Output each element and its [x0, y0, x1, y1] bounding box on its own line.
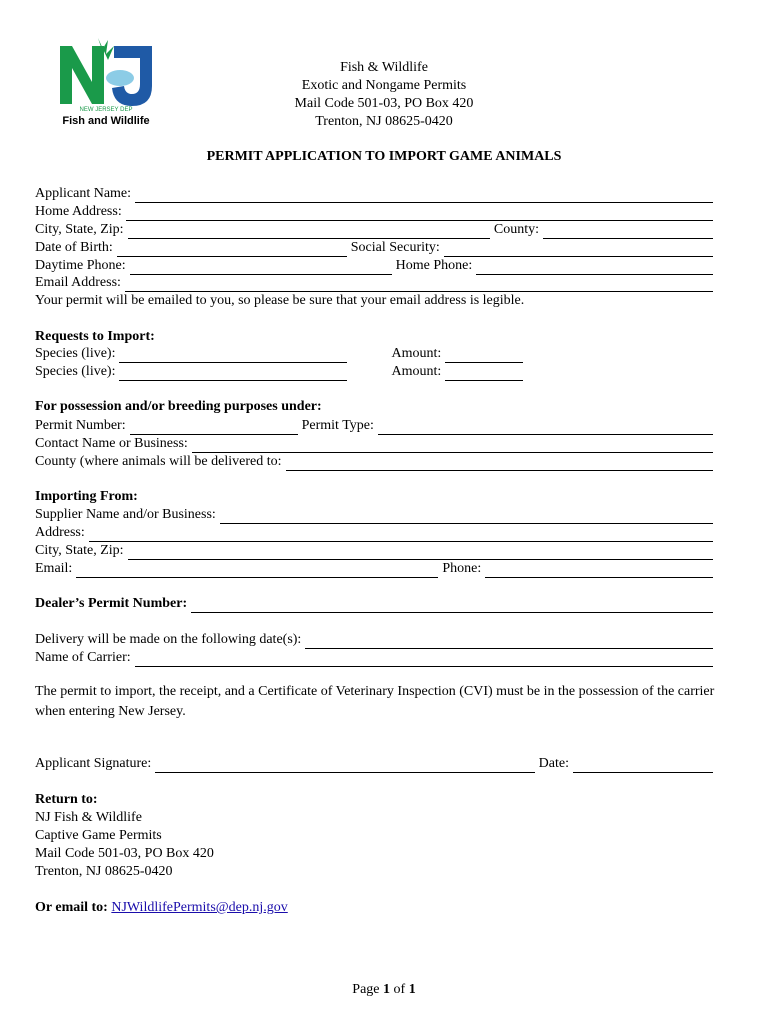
- delivery-county-row: [35, 453, 713, 471]
- possession-heading: For possession and/or breeding purposes under:: [35, 399, 322, 414]
- supplier-row: [35, 506, 713, 524]
- email-to-line: [35, 899, 288, 917]
- email-to-label: Or email to:: [35, 900, 108, 915]
- ssn-field[interactable]: [444, 241, 713, 257]
- return-line-2: Captive Game Permits: [35, 828, 162, 843]
- email-address-field[interactable]: [125, 276, 713, 292]
- amount-label-1: Amount:: [391, 346, 442, 361]
- delivery-county-label: County (where animals will be delivered to:: [35, 454, 282, 469]
- of-word: of: [393, 982, 406, 997]
- carrier-row: [35, 649, 713, 667]
- supplier-phone-field[interactable]: [485, 562, 713, 578]
- permit-note: The permit to import, the receipt, and a Certificate of Veterinary Inspection (CVI) must be in the possession of the carrier when entering New Jersey.: [35, 684, 715, 719]
- home-address-label: Home Address:: [35, 204, 122, 219]
- phone-row: [35, 257, 713, 275]
- species-field-2[interactable]: [119, 365, 347, 381]
- city-county-row: [35, 221, 713, 239]
- dob-ssn-row: [35, 239, 713, 257]
- supplier-phone-label: Phone:: [442, 561, 482, 576]
- email-row: [35, 274, 713, 292]
- supplier-address-field[interactable]: [89, 526, 713, 542]
- supplier-address-row: [35, 524, 713, 542]
- header-line-1: Fish & Wildlife: [340, 60, 428, 75]
- daytime-phone-label: Daytime Phone:: [35, 258, 126, 273]
- logo-small-text: NEW JERSEY DEP: [79, 107, 133, 113]
- signature-field[interactable]: [155, 757, 534, 773]
- county-label: County:: [493, 222, 539, 237]
- permit-number-label: Permit Number:: [35, 418, 126, 433]
- city-state-zip-field[interactable]: [128, 223, 490, 239]
- dob-field[interactable]: [117, 241, 347, 257]
- amount-field-2[interactable]: [445, 365, 523, 381]
- home-phone-field[interactable]: [476, 259, 713, 275]
- delivery-county-field[interactable]: [286, 455, 714, 471]
- header-line-4: Trenton, NJ 08625-0420: [315, 114, 453, 129]
- page-title: PERMIT APPLICATION TO IMPORT GAME ANIMALS: [206, 149, 562, 164]
- return-line-3: Mail Code 501-03, PO Box 420: [35, 846, 214, 861]
- signature-label: Applicant Signature:: [35, 756, 152, 771]
- dealer-permit-field[interactable]: [191, 597, 713, 613]
- supplier-label: Supplier Name and/or Business:: [35, 507, 216, 522]
- permit-row: [35, 417, 713, 435]
- carrier-field[interactable]: [135, 651, 713, 667]
- supplier-address-label: Address:: [35, 525, 85, 540]
- supplier-city-field[interactable]: [128, 544, 713, 560]
- email-note: Your permit will be emailed to you, so please be sure that your email address is legible.: [35, 293, 525, 308]
- nj-fish-wildlife-logo: [58, 36, 154, 128]
- supplier-email-label: Email:: [35, 561, 73, 576]
- header-line-2: Exotic and Nongame Permits: [301, 78, 467, 93]
- supplier-contact-row: [35, 560, 713, 578]
- supplier-field[interactable]: [220, 508, 713, 524]
- supplier-city-row: [35, 542, 713, 560]
- county-field[interactable]: [543, 223, 713, 239]
- dealer-row: [35, 595, 713, 613]
- signature-row: [35, 755, 713, 773]
- contact-row: [35, 435, 713, 453]
- page-word: Page: [352, 982, 380, 997]
- contact-label: Contact Name or Business:: [35, 436, 188, 451]
- ssn-label: Social Security:: [350, 240, 440, 255]
- logo-graphic: [58, 36, 154, 128]
- permit-type-field[interactable]: [378, 419, 713, 435]
- home-address-row: [35, 203, 713, 221]
- permit-type-label: Permit Type:: [301, 418, 374, 433]
- logo-text: Fish and Wildlife: [62, 115, 150, 127]
- daytime-phone-field[interactable]: [130, 259, 392, 275]
- applicant-name-field[interactable]: [135, 187, 713, 203]
- species-label-1: Species (live):: [35, 346, 116, 361]
- email-address-label: Email Address:: [35, 275, 121, 290]
- delivery-dates-field[interactable]: [305, 633, 713, 649]
- permit-number-field[interactable]: [130, 419, 298, 435]
- email-to-link[interactable]: NJWildlifePermits@dep.nj.gov: [111, 900, 288, 915]
- page-number: [0, 982, 768, 998]
- applicant-name-label: Applicant Name:: [35, 186, 132, 201]
- page-current: 1: [383, 982, 391, 997]
- amount-field-1[interactable]: [445, 347, 523, 363]
- return-line-1: NJ Fish & Wildlife: [35, 810, 142, 825]
- amount-label-2: Amount:: [391, 364, 442, 379]
- return-line-4: Trenton, NJ 08625-0420: [35, 864, 173, 879]
- page-total: 1: [408, 982, 416, 997]
- date-field[interactable]: [573, 757, 713, 773]
- return-heading: Return to:: [35, 792, 98, 807]
- species-row-2: [35, 363, 535, 381]
- home-phone-label: Home Phone:: [395, 258, 473, 273]
- importing-heading: Importing From:: [35, 489, 138, 504]
- species-row-1: [35, 345, 535, 363]
- date-label: Date:: [538, 756, 569, 771]
- requests-heading: Requests to Import:: [35, 329, 155, 344]
- species-label-2: Species (live):: [35, 364, 116, 379]
- supplier-email-field[interactable]: [76, 562, 438, 578]
- applicant-name-row: [35, 185, 713, 203]
- supplier-city-label: City, State, Zip:: [35, 543, 124, 558]
- species-field-1[interactable]: [119, 347, 347, 363]
- header-line-3: Mail Code 501-03, PO Box 420: [294, 96, 474, 111]
- home-address-field[interactable]: [126, 205, 713, 221]
- carrier-label: Name of Carrier:: [35, 650, 131, 665]
- contact-field[interactable]: [192, 437, 713, 453]
- delivery-dates-label: Delivery will be made on the following date(s):: [35, 632, 302, 647]
- delivery-dates-row: [35, 631, 713, 649]
- dob-label: Date of Birth:: [35, 240, 113, 255]
- dealer-permit-label: Dealer’s Permit Number:: [35, 596, 188, 611]
- city-state-zip-label: City, State, Zip:: [35, 222, 124, 237]
